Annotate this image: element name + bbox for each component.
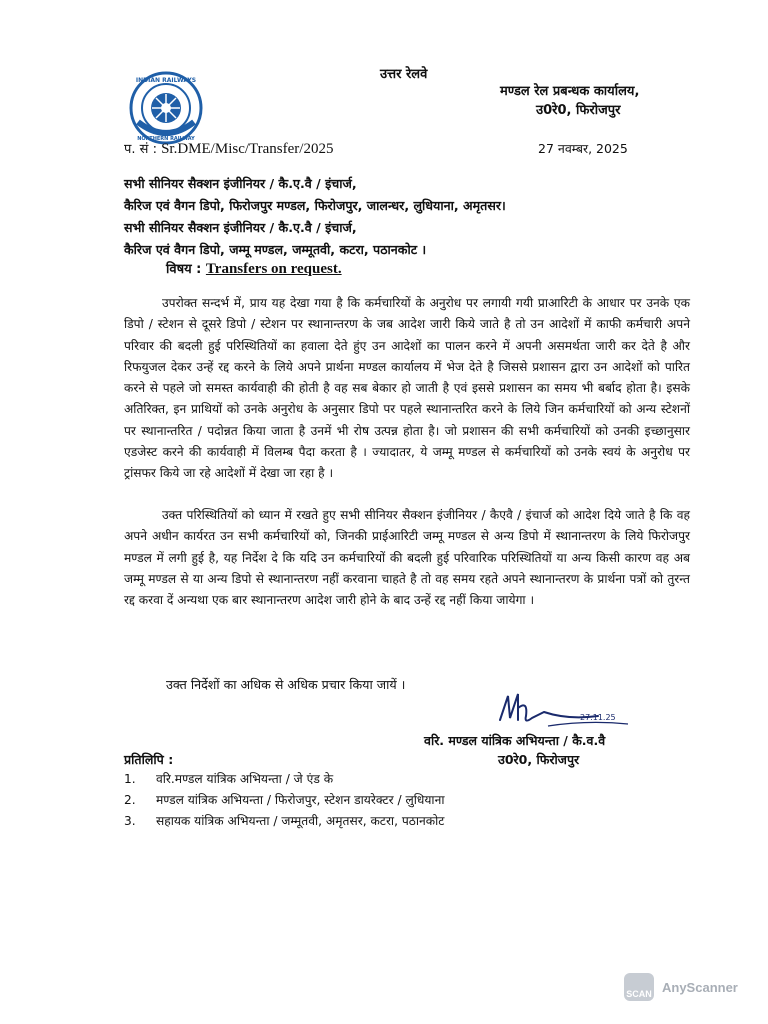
list-item: [124, 790, 445, 811]
subject-label: विषय :: [166, 262, 202, 277]
scanner-badge-icon: [624, 973, 654, 1001]
designation-line-2: उ0रे0, फिरोजपुर: [498, 752, 580, 767]
railway-name: उत्तर रेलवे: [380, 67, 428, 82]
office-line-2: उ0रे0, फिरोजपुर: [536, 103, 621, 118]
reference-line: [124, 139, 333, 158]
list-item-text: मण्डल यांत्रिक अभियन्ता / फिरोजपुर, स्टेशन डायरेक्टर / लुधियाना: [156, 793, 445, 807]
handwritten-signature: [488, 690, 638, 734]
addressee-line: कैरिज एवं वैगन डिपो, फिरोजपुर मण्डल, फिरोजपुर, जालन्धर, लुधियाना, अमृतसर।: [124, 198, 506, 213]
addressee-line: सभी सीनियर सैक्शन इंजीनियर / कै.ए.वै / इंचार्ज,: [124, 220, 357, 235]
scanner-app-name: AnyScanner: [662, 979, 738, 995]
northern-railway-emblem-icon: [128, 70, 204, 146]
designation-line-1: वरि. मण्डल यांत्रिक अभियन्ता / कै.व.वै: [424, 733, 606, 748]
scanner-badge-label: SCAN: [626, 989, 652, 999]
subject-text: Transfers on request.: [205, 261, 342, 277]
letter-date: 27 नवम्बर, 2025: [538, 141, 628, 156]
copy-to-list: [124, 769, 445, 832]
copy-to-heading: प्रतिलिपि :: [124, 752, 174, 767]
list-item-number: 2.: [124, 793, 136, 807]
list-item-text: वरि.मण्डल यांत्रिक अभियन्ता / जे एंड के: [156, 772, 334, 786]
addressee-block: [124, 173, 684, 261]
office-address: [500, 82, 639, 120]
body-paragraph-2: उक्त परिस्थितियों को ध्यान में रखते हुए सभी सीनियर सैक्शन इंजीनियर / कैएवै / इंचार्ज को आदेश दिये जाते है कि वह अपने अधीन कार्यरत उन सभी कर्मचारियों को, जिनकी प्राईआरिटी जम्मू मण्डल से अन्य डिपो में स्थानान्तरण के लिये फिरोजपुर मण्डल में लगी हुई है, यह निर्देश दे कि यदि उन कर्मचारियों की बदली हुई परिवारिक परिस्थितियों या अन्य किसी कारण वह अब जम्मू मण्डल से या अन्य डिपो से स्थानान्तरण नहीं करवाना चाहते है तो वह समय रहते अपने स्थानान्तरण के प्रार्थना पत्रों को तुरन्त रद्द करवा दें अन्यथा एक बार स्थानान्तरण आदेश जारी होने के बाद उन्हें रद्द नहीं किया जायेगा ।: [124, 508, 690, 608]
addressee-line: कैरिज एवं वैगन डिपो, जम्मू मण्डल, जम्मूतवी, कटरा, पठानकोट ।: [124, 242, 427, 257]
list-item: [124, 811, 445, 832]
subject-line: [166, 259, 342, 278]
list-item: [124, 769, 445, 790]
signatory-designation: [424, 731, 605, 769]
list-item-number: 1.: [124, 772, 136, 786]
list-item-number: 3.: [124, 814, 136, 828]
body-paragraph-1: उपरोक्त सन्दर्भ में, प्राय यह देखा गया है कि कर्मचारियों के अनुरोध पर लगायी गयी प्राआरिटी के आधार पर उनके एक डिपो / स्टेशन से दूसरे डिपो / स्टेशन पर स्थानान्तरण के जब आदेश जारी किये जाते है तो उन आदेशों में काफी कर्मचारी अपने परिवार की बदली हुई परिस्थितियों का हवाला देते हुंए उन आदेशों का पालन करने में अपनी असमर्थता जारी कर देते है और रिफयुजल देकर उन्हें रद्द करने के लिये अपने प्रार्थना मण्डल कार्यालय में भेज देते है जिससे प्रशासन द्वारा उन आदेशों को पारित करने से पहले जो समस्त कार्यवाही की होती है वह सब बेकार हो जाती है एवं इससे प्रशासन का समय भी बर्बाद होता है। इसके अतिरिक्त, इन प्राथियों को उनके अनुरोध के अनुसार डिपो पर पहले स्थानान्तरित करने के लिये जिन कर्मचारियों को अन्य स्टेशनों पर स्थानान्तरित / पदोन्नत किया जाता है उनमें भी रोष उत्पन्न होता है। जो प्रशासन की सभी कर्मचारियों को उनकी इच्छानुसार एडजेस्ट करने की कार्यवाही में विलम्ब पैदा करता है । ज्यादातर, ये जम्मू मण्डल से कर्मचारियों को उनके स्वयं के अनुरोध पर ट्रांसफर किये जा रहे आदेशों में देखा जा रहा है ।: [124, 296, 690, 481]
logo-text-top: INDIAN RAILWAYS: [135, 77, 197, 84]
body-paragraph-3: उक्त निर्देशों का अधिक से अधिक प्रचार किया जायें ।: [166, 677, 406, 692]
scanner-watermark: [624, 973, 738, 1001]
list-item-text: सहायक यांत्रिक अभियन्ता / जम्मूतवी, अमृतसर, कटरा, पठानकोट: [156, 814, 445, 828]
northern-railway-logo: [128, 70, 204, 146]
office-line-1: मण्डल रेल प्रबन्धक कार्यालय,: [500, 84, 640, 99]
signature-date: 27.11.25: [580, 713, 616, 722]
logo-text-bottom: NORTHERN RAILWAY: [137, 136, 195, 142]
signature-scribble-icon: [488, 690, 638, 734]
reference-prefix: प. सं :: [124, 142, 157, 157]
addressee-line: सभी सीनियर सैक्शन इंजीनियर / कै.ए.वै / इंचार्ज,: [124, 176, 357, 191]
reference-number: Sr.DME/Misc/Transfer/2025: [161, 141, 334, 157]
